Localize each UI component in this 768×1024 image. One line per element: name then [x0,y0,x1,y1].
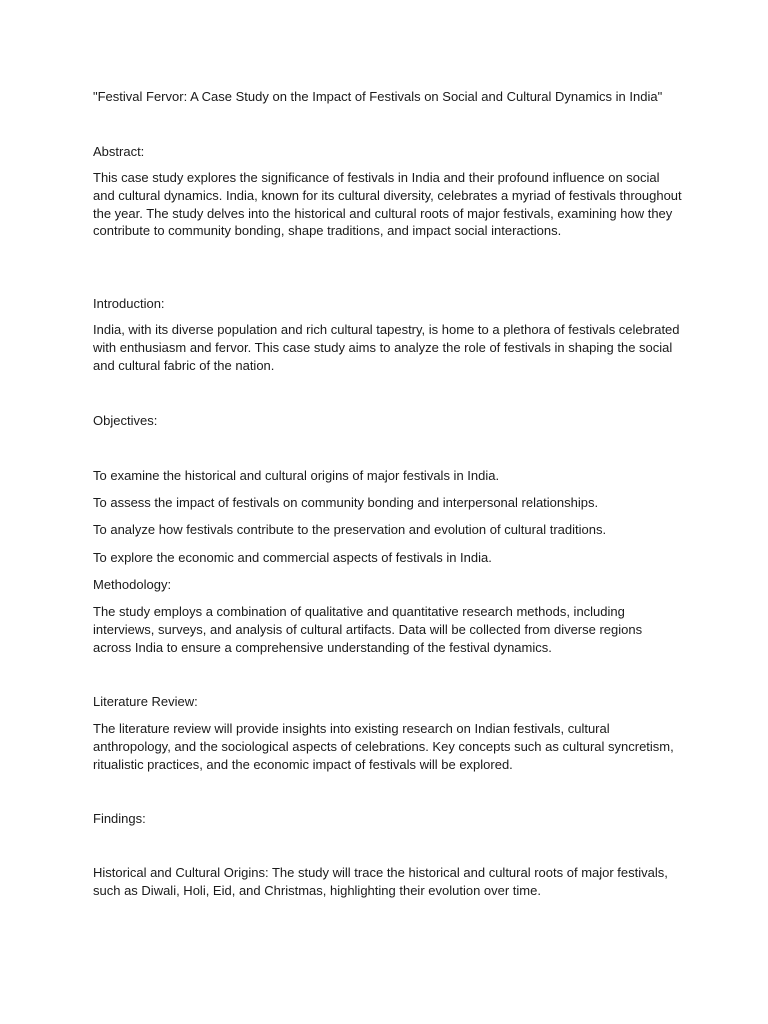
methodology-body: The study employs a combination of qualitative and quantitative research methods, including interviews, surveys, and analysis of cultural artifacts. Data will be collected from diverse regions across India to ensure a comprehensive understanding of the festival dynamics. [93,604,643,655]
abstract-heading: Abstract: [93,144,145,159]
document-title: "Festival Fervor: A Case Study on the Impact of Festivals on Social and Cultural Dynamics in India" [93,89,663,104]
objective-item: To explore the economic and commercial aspects of festivals in India. [93,550,492,565]
methodology-heading: Methodology: [93,577,172,592]
findings-heading: Findings: [93,811,146,826]
literature-review-body: The literature review will provide insights into existing research on Indian festivals, cultural anthropology, and the sociological aspects of celebrations. Key concepts such as cultural syncretism, ritualistic practices, and the economic impact of festivals will be explored. [93,721,674,772]
findings-body: Historical and Cultural Origins: The study will trace the historical and cultural roots of major festivals, such as Diwali, Holi, Eid, and Christmas, highlighting their evolution over time. [93,865,668,898]
introduction-body: India, with its diverse population and rich cultural tapestry, is home to a plethora of festivals celebrated with enthusiasm and fervor. This case study aims to analyze the role of festivals in shaping the social and cultural fabric of the nation. [93,322,680,373]
introduction-heading: Introduction: [93,296,165,311]
objective-item: To assess the impact of festivals on community bonding and interpersonal relationships. [93,495,599,510]
literature-review-heading: Literature Review: [93,694,198,709]
abstract-body: This case study explores the significance of festivals in India and their profound influence on social and cultural dynamics. India, known for its cultural diversity, celebrates a myriad of festivals throughout the year. The study delves into the historical and cultural roots of major festivals, examining how they contribute to community bonding, shape traditions, and impact social interactions. [93,170,682,239]
objective-item: To analyze how festivals contribute to the preservation and evolution of cultural traditions. [93,522,607,537]
objectives-heading: Objectives: [93,413,158,428]
objective-item: To examine the historical and cultural origins of major festivals in India. [93,468,500,483]
